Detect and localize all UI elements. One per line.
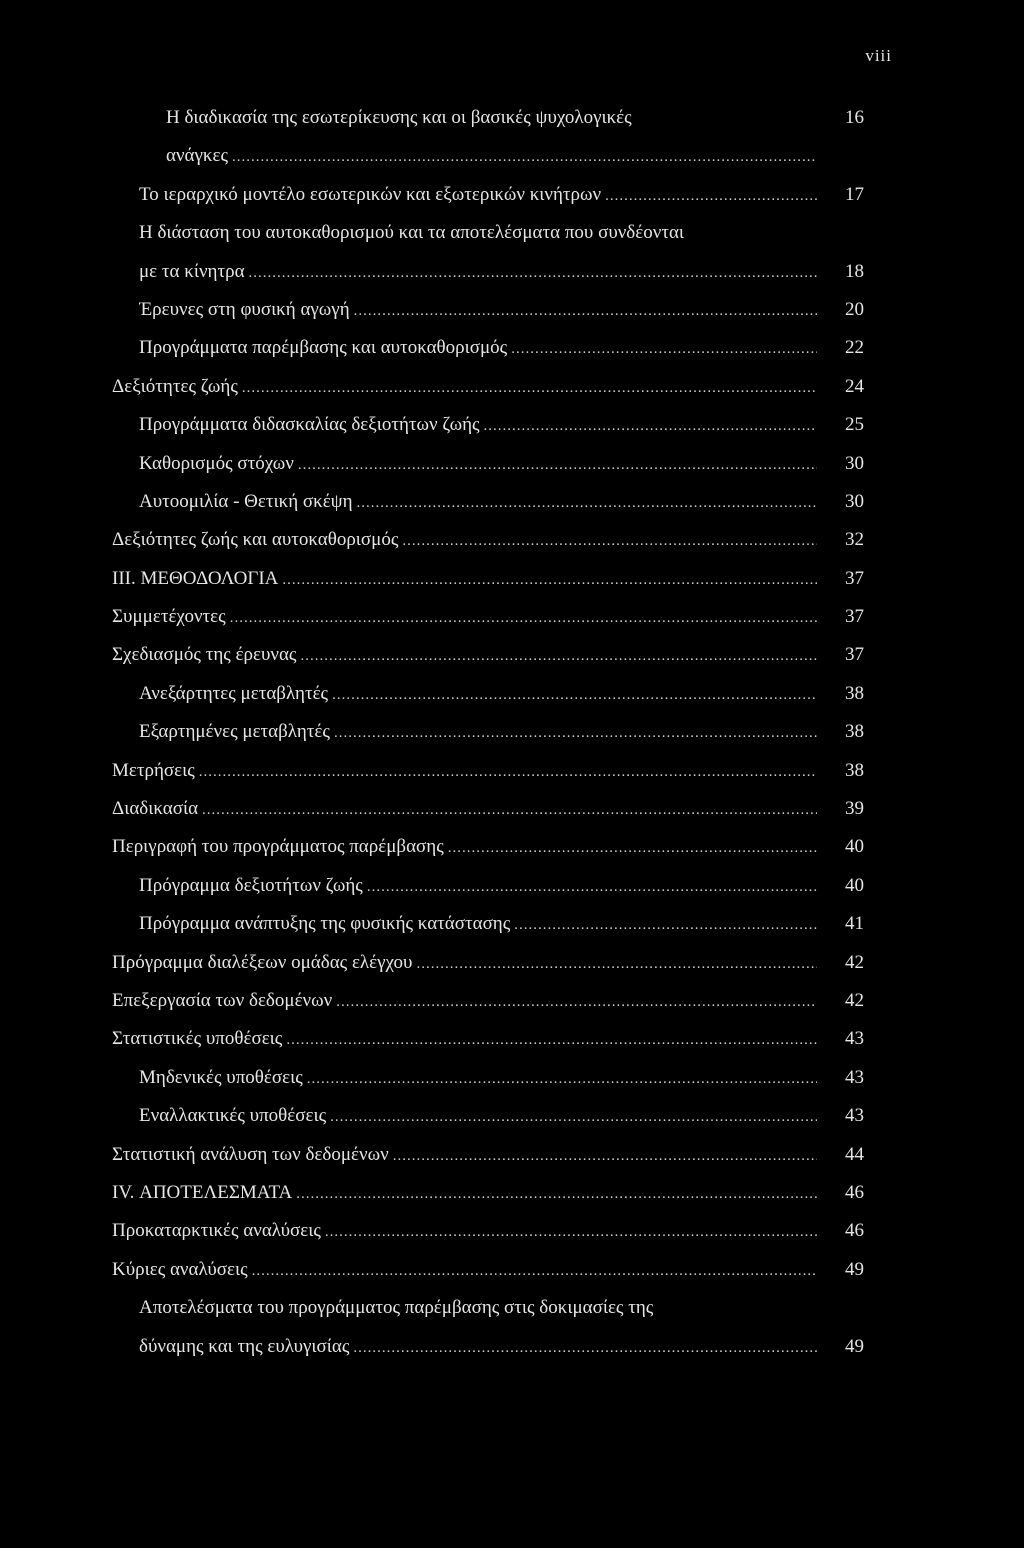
- toc-entry: [0, 218, 1024, 256]
- toc-entry-page: 43: [845, 1066, 864, 1088]
- toc-entry: [0, 103, 1024, 141]
- toc-entry-title: Δεξιότητες ζωής και αυτοκαθορισμός: [112, 529, 399, 551]
- toc-entry: [0, 295, 1024, 333]
- toc-leader-dots: [416, 949, 817, 979]
- toc-entry-page: 43: [845, 1105, 864, 1127]
- toc-entry-line: [139, 487, 817, 518]
- toc-entry-line: [112, 1024, 817, 1055]
- toc-leader-dots: [354, 296, 817, 326]
- toc-entry-line: [139, 1063, 817, 1094]
- toc-entry: [0, 410, 1024, 448]
- toc-leader-dots: [367, 872, 817, 902]
- table-of-contents: [0, 103, 1024, 1370]
- toc-entry-line: [139, 909, 817, 940]
- toc-entry-title: Καθορισμός στόχων: [139, 452, 294, 474]
- toc-entry: [0, 141, 1024, 179]
- toc-entry-page: 37: [845, 567, 864, 589]
- toc-leader-dots: [330, 1102, 817, 1132]
- toc-entry-title: Η διαδικασία της εσωτερίκευσης και οι βασικές ψυχολογικές: [166, 107, 632, 128]
- toc-entry-page: 39: [845, 798, 864, 820]
- toc-entry: [0, 986, 1024, 1024]
- toc-entry-page: 49: [845, 1258, 864, 1280]
- toc-entry-page: 43: [845, 1028, 864, 1050]
- toc-entry-page: 42: [845, 951, 864, 973]
- toc-leader-dots: [298, 450, 817, 480]
- toc-entry-page: 46: [845, 1220, 864, 1242]
- toc-entry-title: Στατιστικές υποθέσεις: [112, 1028, 283, 1050]
- toc-leader-dots: [393, 1141, 817, 1171]
- toc-entry: [0, 1293, 1024, 1331]
- toc-leader-dots: [605, 181, 817, 211]
- toc-entry-line: [139, 1101, 817, 1132]
- toc-leader-dots: [514, 910, 817, 940]
- toc-entry-line: [112, 1216, 817, 1247]
- toc-entry-line: [112, 1178, 817, 1209]
- toc-entry: [0, 1332, 1024, 1370]
- toc-entry-line: [166, 141, 817, 172]
- toc-entry-line: [112, 640, 817, 671]
- toc-leader-dots: [300, 641, 817, 671]
- toc-leader-dots: [353, 1333, 817, 1363]
- toc-entry-title: Δεξιότητες ζωής: [112, 375, 238, 397]
- toc-entry-page: 41: [845, 913, 864, 935]
- toc-entry-title: Πρόγραμμα δεξιοτήτων ζωής: [139, 874, 363, 896]
- toc-entry: [0, 1063, 1024, 1101]
- toc-entry-page: 40: [845, 836, 864, 858]
- toc-entry-title: Αποτελέσματα του προγράμματος παρέμβασης στις δοκιμασίες της: [139, 1297, 654, 1319]
- toc-entry-line: [139, 218, 817, 248]
- toc-entry-page: 17: [845, 183, 864, 205]
- toc-entry-title: IV. ΑΠΟΤΕΛΕΣΜΑΤΑ: [112, 1181, 293, 1203]
- toc-entry-title: δύναμης και της ευλυγισίας: [139, 1335, 350, 1357]
- toc-leader-dots: [202, 795, 817, 825]
- toc-entry-line: [112, 525, 817, 556]
- toc-entry: [0, 1216, 1024, 1254]
- toc-entry-line: [139, 333, 817, 364]
- toc-entry-title: Επεξεργασία των δεδομένων: [112, 989, 333, 1011]
- toc-entry-page: 44: [845, 1143, 864, 1165]
- toc-entry-title: III. ΜΕΘΟΔΟΛΟΓΙΑ: [112, 567, 279, 589]
- toc-leader-dots: [336, 987, 817, 1017]
- toc-entry-line: [166, 103, 817, 133]
- page-number: viii: [865, 46, 892, 65]
- toc-entry: [0, 525, 1024, 563]
- toc-entry-title: Στατιστική ανάλυση των δεδομένων: [112, 1143, 389, 1165]
- toc-entry: [0, 180, 1024, 218]
- toc-entry-title: Ανεξάρτητες μεταβλητές: [139, 682, 329, 704]
- toc-entry-page: 40: [845, 874, 864, 896]
- toc-leader-dots: [484, 411, 817, 441]
- toc-leader-dots: [334, 718, 817, 748]
- toc-entry-line: [139, 679, 817, 710]
- toc-entry-line: [112, 564, 817, 595]
- toc-entry: [0, 679, 1024, 717]
- toc-entry: [0, 1101, 1024, 1139]
- toc-entry-title: Η διάσταση του αυτοκαθορισμού και τα αποτελέσματα που συνδέονται: [139, 222, 685, 244]
- toc-leader-dots: [402, 526, 817, 556]
- toc-entry-page: 38: [845, 721, 864, 743]
- toc-entry: [0, 832, 1024, 870]
- toc-entry-page: 46: [845, 1181, 864, 1203]
- toc-entry-title: Πρόγραμμα διαλέξεων ομάδας ελέγχου: [112, 951, 413, 973]
- toc-entry-line: [139, 295, 817, 326]
- toc-entry-title: Το ιεραρχικό μοντέλο εσωτερικών και εξωτερικών κινήτρων: [139, 183, 602, 205]
- toc-leader-dots: [230, 603, 817, 633]
- toc-leader-dots: [232, 142, 817, 172]
- toc-entry-line: [112, 372, 817, 403]
- toc-entry: [0, 794, 1024, 832]
- toc-entry-title: Προγράμματα διδασκαλίας δεξιοτήτων ζωής: [139, 414, 480, 436]
- toc-entry-title: Έρευνες στη φυσική αγωγή: [139, 298, 350, 320]
- toc-entry-title: Μηδενικές υποθέσεις: [139, 1066, 303, 1088]
- toc-entry: [0, 948, 1024, 986]
- toc-entry: [0, 1140, 1024, 1178]
- toc-entry-line: [139, 180, 817, 211]
- toc-entry-line: [112, 602, 817, 633]
- toc-entry-title: Εξαρτημένες μεταβλητές: [139, 721, 330, 743]
- toc-entry-line: [112, 1255, 817, 1286]
- toc-entry-page: 37: [845, 606, 864, 628]
- toc-entry: [0, 1255, 1024, 1293]
- toc-leader-dots: [511, 334, 817, 364]
- toc-entry-title: Κύριες αναλύσεις: [112, 1258, 248, 1280]
- toc-entry-line: [112, 1140, 817, 1171]
- toc-entry-line: [139, 871, 817, 902]
- toc-entry: [0, 871, 1024, 909]
- toc-entry: [0, 1178, 1024, 1216]
- toc-entry-title: Σχεδιασμός της έρευνας: [112, 644, 297, 666]
- toc-entry-line: [139, 257, 817, 288]
- toc-leader-dots: [325, 1217, 817, 1247]
- toc-entry: [0, 640, 1024, 678]
- toc-entry-page: 24: [845, 375, 864, 397]
- toc-entry: [0, 487, 1024, 525]
- toc-entry-title: ανάγκες: [166, 145, 228, 167]
- toc-entry-line: [112, 756, 817, 787]
- toc-entry-line: [139, 717, 817, 748]
- toc-entry-line: [112, 794, 817, 825]
- toc-leader-dots: [307, 1064, 817, 1094]
- toc-entry-line: [139, 410, 817, 441]
- toc-entry: [0, 909, 1024, 947]
- toc-entry-line: [139, 1293, 817, 1323]
- toc-leader-dots: [252, 1256, 817, 1286]
- toc-leader-dots: [242, 373, 817, 403]
- toc-entry: [0, 372, 1024, 410]
- toc-entry-line: [112, 948, 817, 979]
- toc-entry: [0, 717, 1024, 755]
- toc-entry-title: με τα κίνητρα: [139, 260, 245, 282]
- toc-entry-title: Εναλλακτικές υποθέσεις: [139, 1105, 327, 1127]
- toc-entry-line: [112, 832, 817, 863]
- toc-leader-dots: [332, 680, 817, 710]
- toc-leader-dots: [282, 565, 817, 595]
- toc-entry-title: Μετρήσεις: [112, 759, 195, 781]
- toc-leader-dots: [249, 258, 817, 288]
- toc-leader-dots: [286, 1025, 817, 1055]
- toc-entry-page: 30: [845, 490, 864, 512]
- toc-entry-page: 16: [845, 107, 864, 128]
- toc-entry: [0, 602, 1024, 640]
- toc-entry-line: [139, 1332, 817, 1363]
- toc-entry: [0, 1024, 1024, 1062]
- toc-entry-title: Πρόγραμμα ανάπτυξης της φυσικής κατάστασης: [139, 913, 511, 935]
- toc-leader-dots: [199, 757, 817, 787]
- toc-entry-page: 42: [845, 989, 864, 1011]
- toc-entry-page: 30: [845, 452, 864, 474]
- toc-entry: [0, 756, 1024, 794]
- toc-entry: [0, 333, 1024, 371]
- toc-entry: [0, 449, 1024, 487]
- toc-entry: [0, 564, 1024, 602]
- toc-entry-title: Αυτοομιλία - Θετική σκέψη: [139, 490, 353, 512]
- toc-entry-page: 37: [845, 644, 864, 666]
- toc-entry-title: Προκαταρκτικές αναλύσεις: [112, 1220, 321, 1242]
- toc-entry: [0, 257, 1024, 295]
- toc-entry-page: 38: [845, 759, 864, 781]
- toc-entry-title: Περιγραφή του προγράμματος παρέμβασης: [112, 836, 444, 858]
- toc-entry-page: 22: [845, 337, 864, 359]
- toc-entry-title: Διαδικασία: [112, 798, 199, 820]
- toc-leader-dots: [448, 833, 817, 863]
- toc-entry-page: 25: [845, 414, 864, 436]
- toc-leader-dots: [296, 1179, 817, 1209]
- toc-entry-page: 20: [845, 298, 864, 320]
- toc-entry-page: 18: [845, 260, 864, 282]
- toc-entry-page: 38: [845, 682, 864, 704]
- toc-entry-title: Συμμετέχοντες: [112, 606, 226, 628]
- toc-entry-page: 32: [845, 529, 864, 551]
- toc-entry-title: Προγράμματα παρέμβασης και αυτοκαθορισμός: [139, 337, 508, 359]
- toc-entry-page: 49: [845, 1335, 864, 1357]
- toc-entry-line: [139, 449, 817, 480]
- toc-leader-dots: [357, 488, 818, 518]
- toc-entry-line: [112, 986, 817, 1017]
